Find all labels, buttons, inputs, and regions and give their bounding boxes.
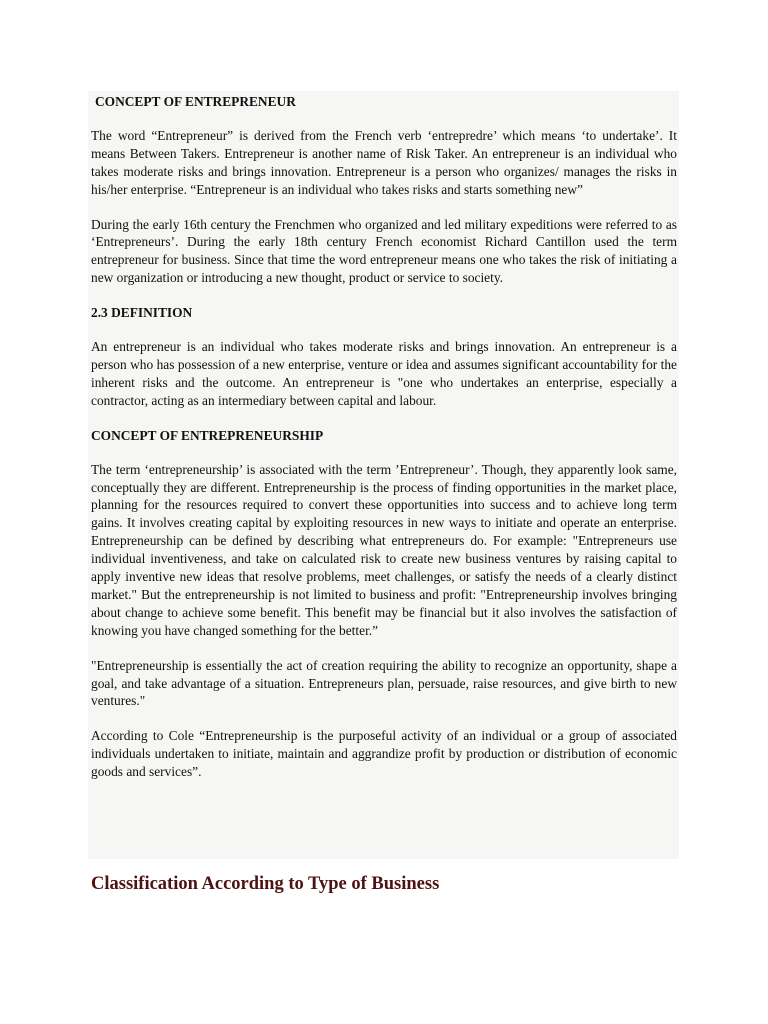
document-content <box>91 93 677 781</box>
paragraph-entrepreneur-history: During the early 16th century the Frenchmen who organized and led military expeditions were referred to as ‘Entrepreneurs’. During the early 18th century French economist Richard Cantillon used the term entrepreneur for business. Since that time the word entrepreneur means one who takes the risk of initiating a new organization or introducing a new thought, product or service to society. <box>91 216 677 286</box>
heading-concept-of-entrepreneur: CONCEPT OF ENTREPRENEUR <box>95 94 296 109</box>
heading-concept-of-entrepreneurship: CONCEPT OF ENTREPRENEURSHIP <box>91 427 324 443</box>
paragraph-entrepreneurship-creation: "Entrepreneurship is essentially the act of creation requiring the ability to recognize an opportunity, shape a goal, and take advantage of a situation. Entrepreneurs plan, persuade, raise resources, and give birth to new ventures." <box>91 657 677 709</box>
heading-definition: 2.3 DEFINITION <box>91 305 193 321</box>
heading-classification-by-business-type: Classification According to Type of Business <box>91 874 440 894</box>
paragraph-entrepreneur-origin: The word “Entrepreneur” is derived from the French verb ‘entrepredre’ which means ‘to undertake’. It means Between Takers. Entrepreneur is another name of Risk Taker. An entrepreneur is an individual who takes moderate risks and brings innovation. Entrepreneur is a person who organizes/ manages the risks in his/her enterprise. “Entrepreneur is an individual who takes risks and starts something new” <box>91 127 677 197</box>
paragraph-cole-quote: According to Cole “Entrepreneurship is the purposeful activity of an individual or a group of associated individuals undertaken to initiate, maintain and aggrandize profit by production or distribution of economic goods and services”. <box>91 728 677 780</box>
paragraph-entrepreneurship-term: The term ‘entrepreneurship’ is associated with the term ’Entrepreneur’. Though, they apparently look same, conceptually they are different. Entrepreneurship is the process of finding opportunities in the market place, planning for the resources required to convert these opportunities into success and to achieve long term gains. It involves creating capital by exploiting resources in new ways to initiate and operate an enterprise. Entrepreneurship can be defined by describing what entrepreneurs do. For example: "Entrepreneurs use individual inventiveness, and take on calculated risk to create new business ventures by raising capital to apply inventive new ideas that resolve problems, meet challenges, or satisfy the needs of a clearly distinct market." But the entrepreneurship is not limited to business and profit: "Entrepreneurship involves bringing about change to achieve some benefit. This benefit may be financial but it also involves the satisfaction of knowing you have changed something for the better.” <box>91 461 677 638</box>
paragraph-definition: An entrepreneur is an individual who takes moderate risks and brings innovation. An entrepreneur is a person who has possession of a new enterprise, venture or idea and assumes significant accountability for the inherent risks and the outcome. An entrepreneur is "one who undertakes an enterprise, especially a contractor, acting as an intermediary between capital and labour. <box>91 339 677 408</box>
